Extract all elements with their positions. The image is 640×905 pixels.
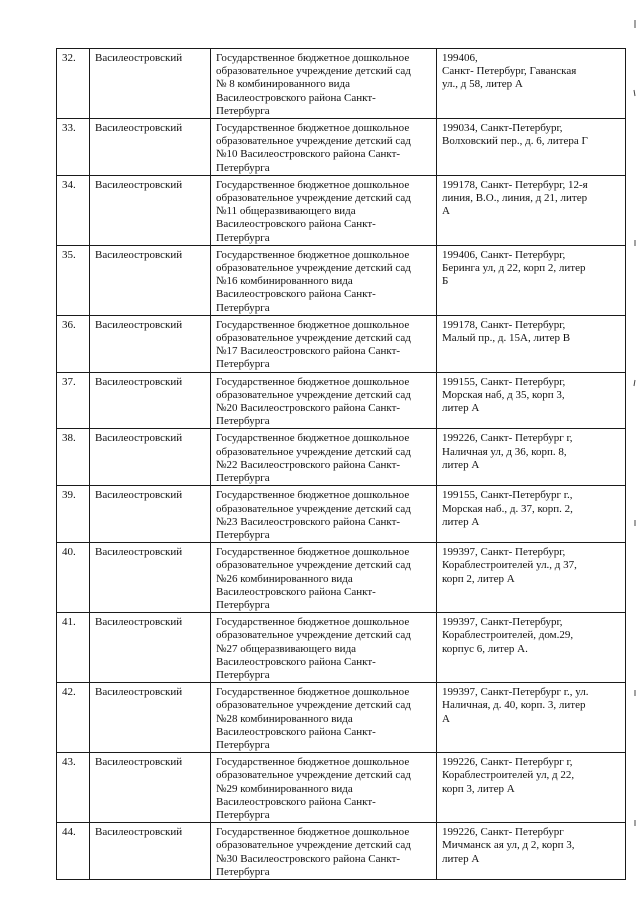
institution-name-cell: Государственное бюджетное дошкольное образовательное учреждение детский сад №16 комбинированного вида Василеостровского района Санкт- Петербурга xyxy=(211,245,437,315)
district-cell: Василеостровский xyxy=(90,429,211,486)
address-cell: 199397, Санкт-Петербург г., ул. Наличная, д. 40, корп. 3, литер А xyxy=(437,683,626,753)
table-row xyxy=(57,753,626,823)
row-number: 35. xyxy=(57,245,90,315)
district-cell: Василеостровский xyxy=(90,175,211,245)
district-cell: Василеостровский xyxy=(90,613,211,683)
table-row xyxy=(57,429,626,486)
table-row xyxy=(57,175,626,245)
row-number: 40. xyxy=(57,543,90,613)
address-cell: 199406, Санкт- Петербург, Беринга ул, д 22, корп 2, литер Б xyxy=(437,245,626,315)
table-row xyxy=(57,372,626,429)
institution-name-cell: Государственное бюджетное дошкольное образовательное учреждение детский сад №20 Василеостровского района Санкт- Петербурга xyxy=(211,372,437,429)
address-cell: 199397, Санкт- Петербург, Кораблестроителей ул., д 37, корп 2, литер А xyxy=(437,543,626,613)
institution-name-cell: Государственное бюджетное дошкольное образовательное учреждение детский сад №27 общеразвивающего вида Василеостровского района Санкт- Петербурга xyxy=(211,613,437,683)
district-cell: Василеостровский xyxy=(90,49,211,119)
address-cell: 199226, Санкт- Петербург г, Кораблестроителей ул, д 22, корп 3, литер А xyxy=(437,753,626,823)
address-cell: 199034, Санкт-Петербург, Волховский пер., д. 6, литера Г xyxy=(437,119,626,176)
table-row xyxy=(57,683,626,753)
institution-name-cell: Государственное бюджетное дошкольное образовательное учреждение детский сад №30 Василеостровского района Санкт- Петербурга xyxy=(211,823,437,880)
row-number: 34. xyxy=(57,175,90,245)
row-number: 36. xyxy=(57,315,90,372)
district-cell: Василеостровский xyxy=(90,823,211,880)
row-number: 37. xyxy=(57,372,90,429)
institution-name-cell: Государственное бюджетное дошкольное образовательное учреждение детский сад № 8 комбинированного вида Василеостровского района Санкт- Петербурга xyxy=(211,49,437,119)
row-number: 44. xyxy=(57,823,90,880)
row-number: 33. xyxy=(57,119,90,176)
institution-name-cell: Государственное бюджетное дошкольное образовательное учреждение детский сад №23 Василеостровского района Санкт- Петербурга xyxy=(211,486,437,543)
institution-name-cell: Государственное бюджетное дошкольное образовательное учреждение детский сад №29 комбинированного вида Василеостровского района Санкт- Петербурга xyxy=(211,753,437,823)
kindergarten-registry-table xyxy=(56,48,626,880)
institution-name-cell: Государственное бюджетное дошкольное образовательное учреждение детский сад №28 комбинированного вида Василеостровского района Санкт- Петербурга xyxy=(211,683,437,753)
district-cell: Василеостровский xyxy=(90,543,211,613)
table-row xyxy=(57,486,626,543)
district-cell: Василеостровский xyxy=(90,753,211,823)
scan-edge-artifact xyxy=(632,0,638,905)
address-cell: 199155, Санкт-Петербург г., Морская наб., д. 37, корп. 2, литер А xyxy=(437,486,626,543)
address-cell: 199406, Санкт- Петербург, Гаванская ул., д 58, литер А xyxy=(437,49,626,119)
district-cell: Василеостровский xyxy=(90,119,211,176)
table-row xyxy=(57,119,626,176)
address-cell: 199178, Санкт- Петербург, Малый пр., д. 15А, литер В xyxy=(437,315,626,372)
table-row xyxy=(57,823,626,880)
institution-name-cell: Государственное бюджетное дошкольное образовательное учреждение детский сад №17 Василеостровского района Санкт- Петербурга xyxy=(211,315,437,372)
row-number: 32. xyxy=(57,49,90,119)
address-cell: 199226, Санкт- Петербург г, Наличная ул, д 36, корп. 8, литер А xyxy=(437,429,626,486)
district-cell: Василеостровский xyxy=(90,245,211,315)
row-number: 41. xyxy=(57,613,90,683)
district-cell: Василеостровский xyxy=(90,372,211,429)
table-row xyxy=(57,245,626,315)
row-number: 43. xyxy=(57,753,90,823)
table-row xyxy=(57,543,626,613)
table-row xyxy=(57,49,626,119)
table-row xyxy=(57,613,626,683)
table-row xyxy=(57,315,626,372)
district-cell: Василеостровский xyxy=(90,683,211,753)
row-number: 38. xyxy=(57,429,90,486)
address-cell: 199178, Санкт- Петербург, 12-я линия, В.О., линия, д 21, литер А xyxy=(437,175,626,245)
row-number: 39. xyxy=(57,486,90,543)
address-cell: 199397, Санкт-Петербург, Кораблестроителей, дом.29, корпус 6, литер А. xyxy=(437,613,626,683)
institution-name-cell: Государственное бюджетное дошкольное образовательное учреждение детский сад №26 комбинированного вида Василеостровского района Санкт- Петербурга xyxy=(211,543,437,613)
district-cell: Василеостровский xyxy=(90,486,211,543)
institution-name-cell: Государственное бюджетное дошкольное образовательное учреждение детский сад №10 Василеостровского района Санкт- Петербурга xyxy=(211,119,437,176)
institution-name-cell: Государственное бюджетное дошкольное образовательное учреждение детский сад №22 Василеостровского района Санкт- Петербурга xyxy=(211,429,437,486)
address-cell: 199155, Санкт- Петербург, Морская наб, д 35, корп 3, литер А xyxy=(437,372,626,429)
institution-name-cell: Государственное бюджетное дошкольное образовательное учреждение детский сад №11 общеразвивающего вида Василеостровского района Санкт- Петербурга xyxy=(211,175,437,245)
row-number: 42. xyxy=(57,683,90,753)
address-cell: 199226, Санкт- Петербург Мичманск ая ул, д 2, корп 3, литер А xyxy=(437,823,626,880)
district-cell: Василеостровский xyxy=(90,315,211,372)
